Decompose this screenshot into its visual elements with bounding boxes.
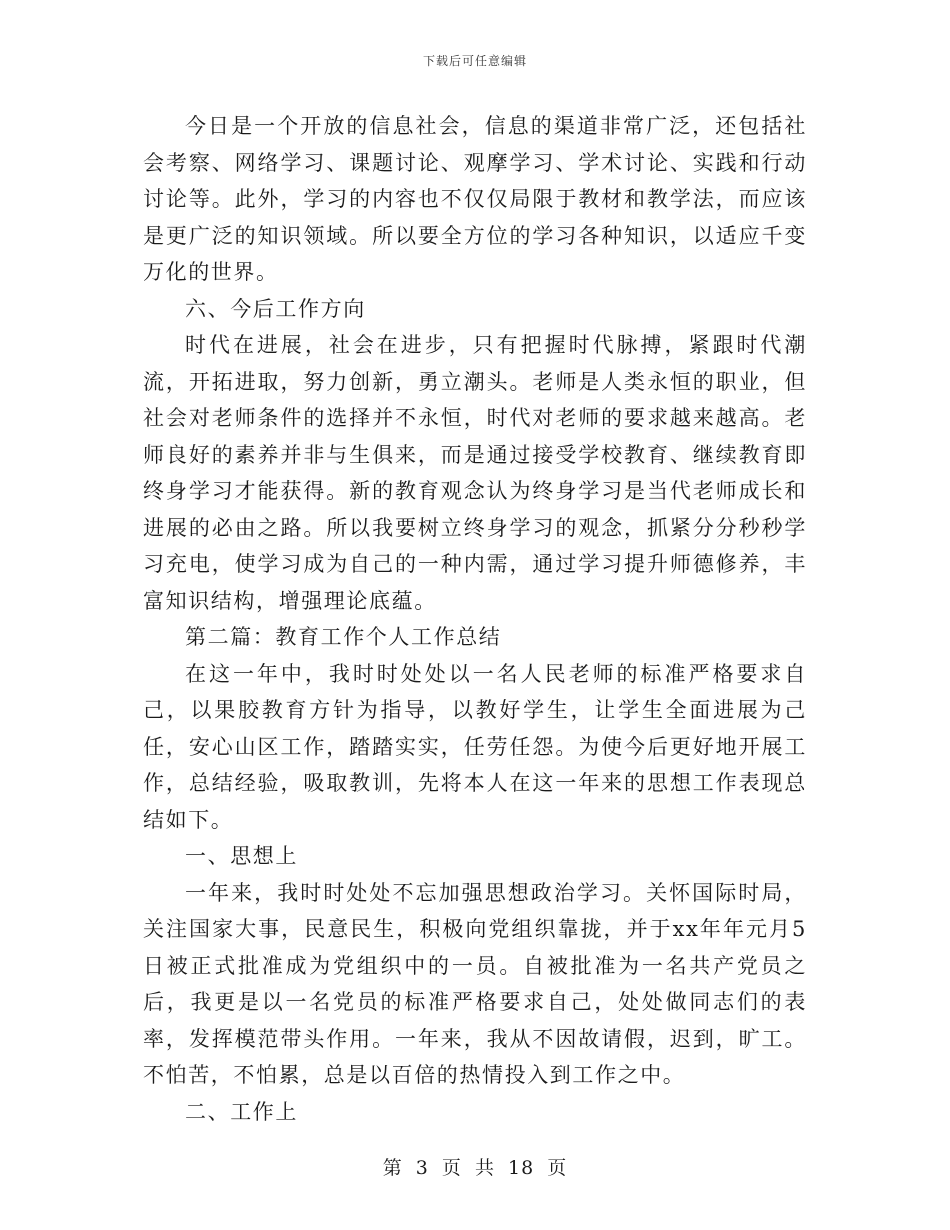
heading-work: 二、工作上	[185, 1099, 298, 1124]
heading-second-article: 第二篇：教育工作个人工作总结	[185, 625, 502, 649]
heading-future-direction: 六、今后工作方向	[185, 296, 366, 321]
paragraph-political-study: 一年来，我时时处处不忘加强思想政治学习。关怀国际时局，关注国家大事，民意民生，积极向党组织靠拢，并于xx年年元月5日被正式批准成为党组织中的一员。自被批准为一名共产党员之后，我更是以一名党员的标准严格要求自己，处处做同志们的表率，发挥模范带头作用。一年来，我从不因故请假，迟到，旷工。不怕苦，不怕累，总是以百倍的热情投入到工作之中。	[143, 880, 807, 1087]
heading-thought: 一、思想上	[185, 844, 298, 868]
paragraph-year-summary: 在这一年中，我时时处处以一名人民老师的标准严格要求自己，以果胶教育方针为指导，以教好学生，让学生全面进展为己任，安心山区工作，踏踏实实，任劳任怨。为使今后更好地开展工作，总结经验，吸取教训，先将本人在这一年来的思想工作表现总结如下。	[143, 661, 807, 832]
paragraph-information-society: 今日是一个开放的信息社会，信息的渠道非常广泛，还包括社会考察、网络学习、课题讨论、观摩学习、学术讨论、实践和行动讨论等。此外，学习的内容也不仅仅局限于教材和教学法，而应该是更广泛的知识领域。所以要全方位的学习各种知识，以适应千变万化的世界。	[143, 114, 807, 284]
document-body	[143, 108, 807, 1130]
page-header: 下载后可任意编辑	[422, 54, 527, 68]
paragraph-lifelong-learning: 时代在进展，社会在进步，只有把握时代脉搏，紧跟时代潮流，开拓进取，努力创新，勇立潮头。老师是人类永恒的职业，但社会对老师条件的选择并不永恒，时代对老师的要求越来越高。老师良好的素养并非与生俱来，而是通过接受学校教育、继续教育即终身学习才能获得。新的教育观念认为终身学习是当代老师成长和进展的必由之路。所以我要树立终身学习的观念，抓紧分分秒秒学习充电，使学习成为自己的一种内需，通过学习提升师德修养，丰富知识结构，增强理论底蕴。	[143, 333, 807, 613]
page-number-footer: 第 3 页 共 18 页	[382, 1157, 568, 1179]
